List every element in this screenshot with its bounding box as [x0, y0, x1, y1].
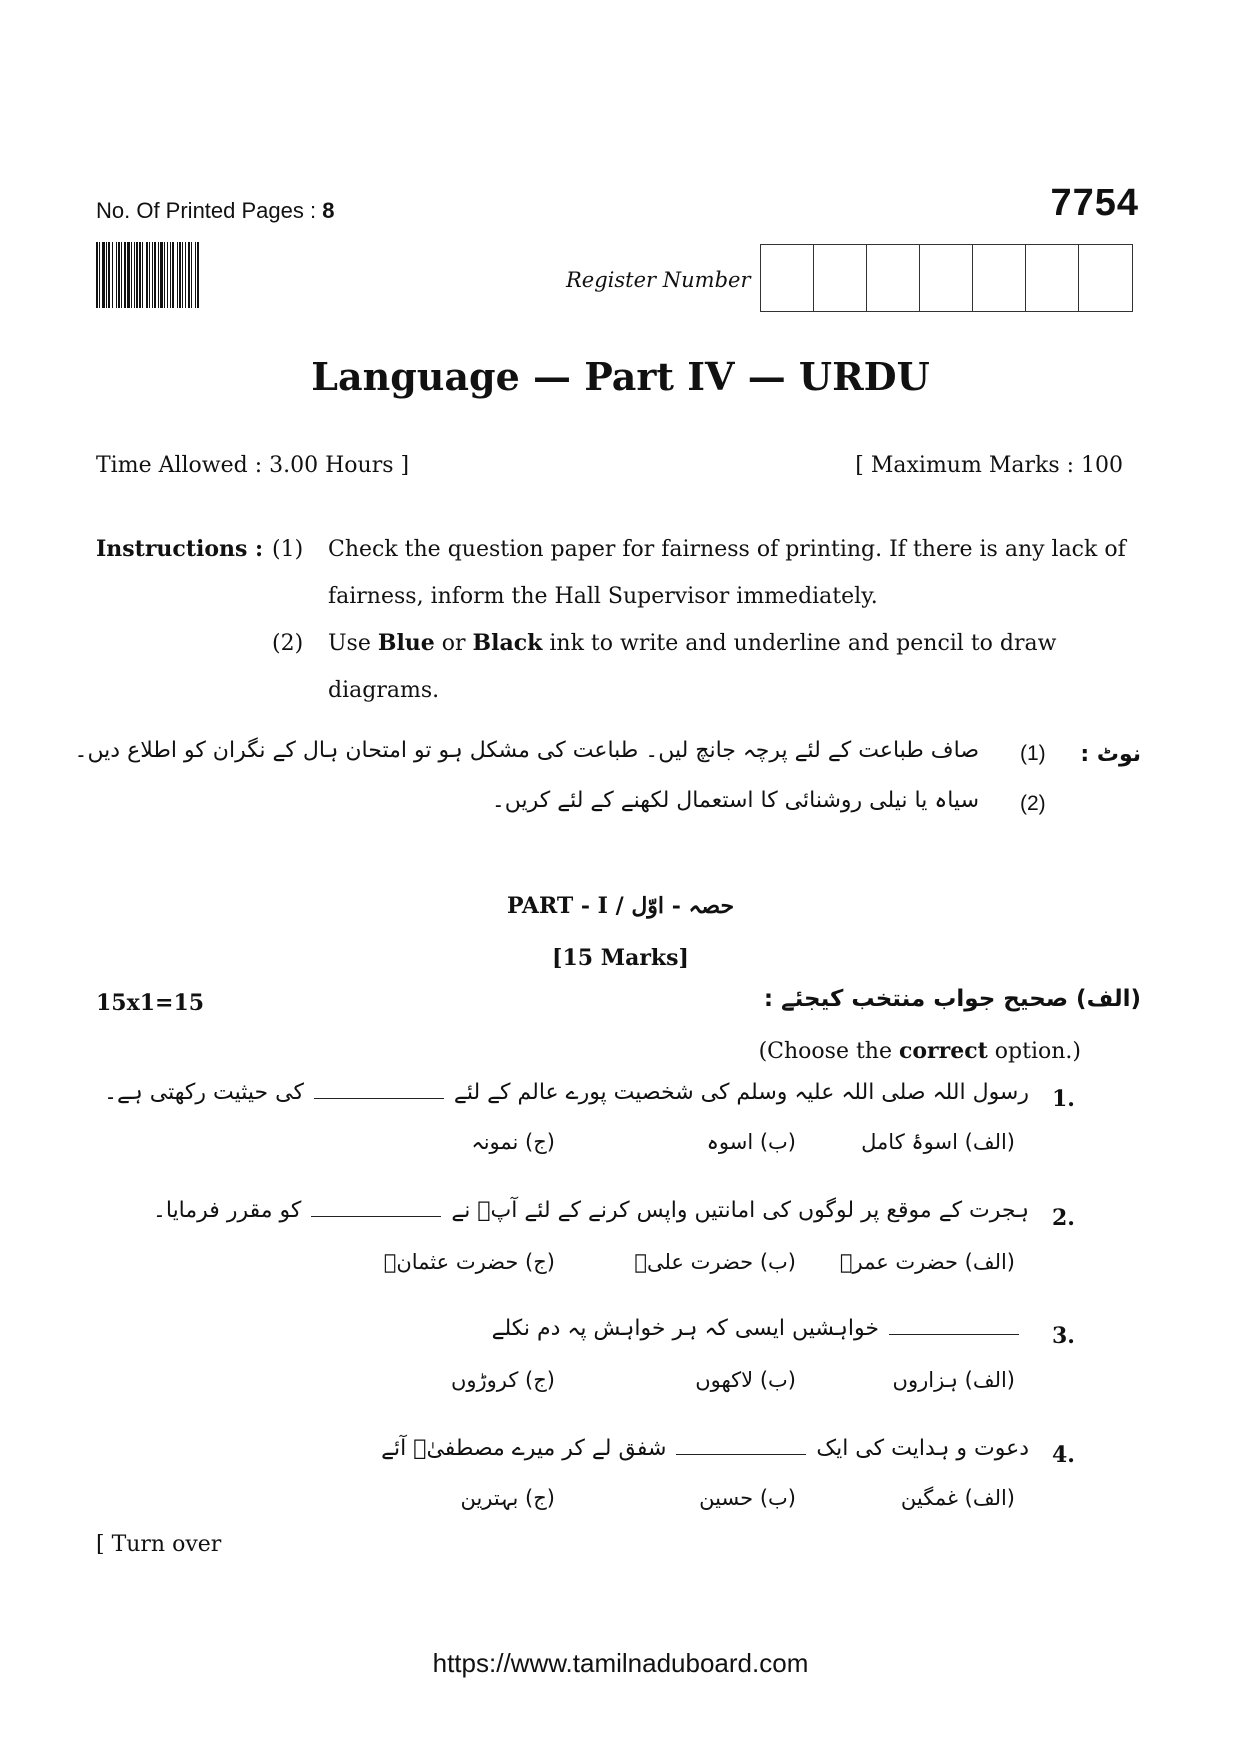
- urdu-note-number: (2): [1020, 792, 1046, 815]
- time-allowed: Time Allowed : 3.00 Hours ]: [96, 453, 410, 478]
- register-digit-box[interactable]: [761, 245, 814, 311]
- question-number: 2.: [1052, 1205, 1075, 1231]
- footer-url[interactable]: https://www.tamilnaduboard.com: [432, 1648, 809, 1678]
- urdu-note-number: (1): [1020, 742, 1046, 765]
- instructions-label: Instructions :: [96, 536, 264, 562]
- maximum-marks: [ Maximum Marks : 100: [855, 453, 1123, 478]
- option-c: (ج) حضرت عثمانؓ: [383, 1250, 555, 1274]
- register-digit-box[interactable]: [1079, 245, 1132, 311]
- option-c: (ج) بہترین: [460, 1486, 555, 1510]
- register-digit-box[interactable]: [1026, 245, 1079, 311]
- option-b: (ب) اسوہ: [706, 1130, 796, 1154]
- instruction-number: (1): [272, 537, 304, 562]
- option-a: (الف) اسوۂ کامل: [861, 1130, 1015, 1154]
- question-number: 1.: [1052, 1086, 1075, 1112]
- question-text: خواہشیں ایسی کہ ہر خواہش پہ دم نکلے: [492, 1316, 1029, 1341]
- option-b: (ب) حضرت علیؓ: [634, 1250, 796, 1274]
- register-digit-box[interactable]: [814, 245, 867, 311]
- urdu-note-text: صاف طباعت کے لئے پرچہ جانچ لیں۔ طباعت کی مشکل ہو تو امتحان ہال کے نگران کو اطلاع دیں۔: [74, 738, 979, 763]
- answer-blank: [889, 1334, 1019, 1335]
- question-text: ہجرت کے موقع پر لوگوں کی امانتیں واپس کرنے کے لئے آپؐ نےکو مقرر فرمایا۔: [152, 1198, 1029, 1223]
- answer-blank: [676, 1454, 806, 1455]
- printed-pages: No. Of Printed Pages : 8: [96, 198, 335, 223]
- option-c: (ج) نمونہ: [471, 1130, 555, 1154]
- register-number-boxes: [760, 244, 1133, 312]
- option-c: (ج) کروڑوں: [450, 1368, 555, 1392]
- question-number: 3.: [1052, 1323, 1075, 1349]
- register-number-label: Register Number: [566, 268, 751, 292]
- score-scheme: 15x1=15: [96, 990, 205, 1016]
- answer-blank: [314, 1098, 444, 1099]
- instruction-number: (2): [272, 631, 304, 656]
- urdu-note-label: نوٹ :: [1080, 742, 1141, 767]
- option-b: (ب) لاکھوں: [695, 1368, 796, 1392]
- option-a: (الف) حضرت عمرؓ: [839, 1250, 1015, 1274]
- register-digit-box[interactable]: [920, 245, 973, 311]
- instruction-text: Use Blue or Black ink to write and underline and pencil to draw diagrams.: [328, 630, 1057, 703]
- urdu-note-text: سیاہ یا نیلی روشنائی کا استعمال لکھنے کے لئے کریں۔: [491, 788, 979, 813]
- part-title: PART - I / حصہ - اوّل: [506, 893, 735, 919]
- option-b: (ب) حسین: [699, 1486, 796, 1510]
- barcode-icon: [96, 242, 298, 308]
- option-a: (الف) ہزاروں: [892, 1368, 1015, 1392]
- option-a: (الف) غمگین: [900, 1486, 1015, 1510]
- part-marks: [15 Marks]: [552, 945, 689, 971]
- instruction-text: Check the question paper for fairness of printing. If there is any lack of fairness, inform the Hall Supervisor immediately.: [328, 537, 1126, 609]
- section-heading: (الف) صحیح جواب منتخب کیجئے :: [763, 986, 1141, 1012]
- paper-title: Language — Part IV — URDU: [311, 354, 930, 399]
- register-digit-box[interactable]: [973, 245, 1026, 311]
- answer-blank: [311, 1216, 441, 1217]
- question-text: رسول اللہ صلی اللہ علیہ وسلم کی شخصیت پورے عالم کے لئےکی حیثیت رکھتی ہے۔: [104, 1080, 1029, 1105]
- turn-over: [ Turn over: [96, 1532, 222, 1557]
- register-digit-box[interactable]: [867, 245, 920, 311]
- paper-code: 7754: [1050, 182, 1139, 224]
- choose-instruction: (Choose the correct option.): [758, 1038, 1081, 1064]
- question-number: 4.: [1052, 1442, 1075, 1468]
- question-text: دعوت و ہدایت کی ایکشفق لے کر میرے مصطفیٰؐ آئے: [381, 1436, 1029, 1461]
